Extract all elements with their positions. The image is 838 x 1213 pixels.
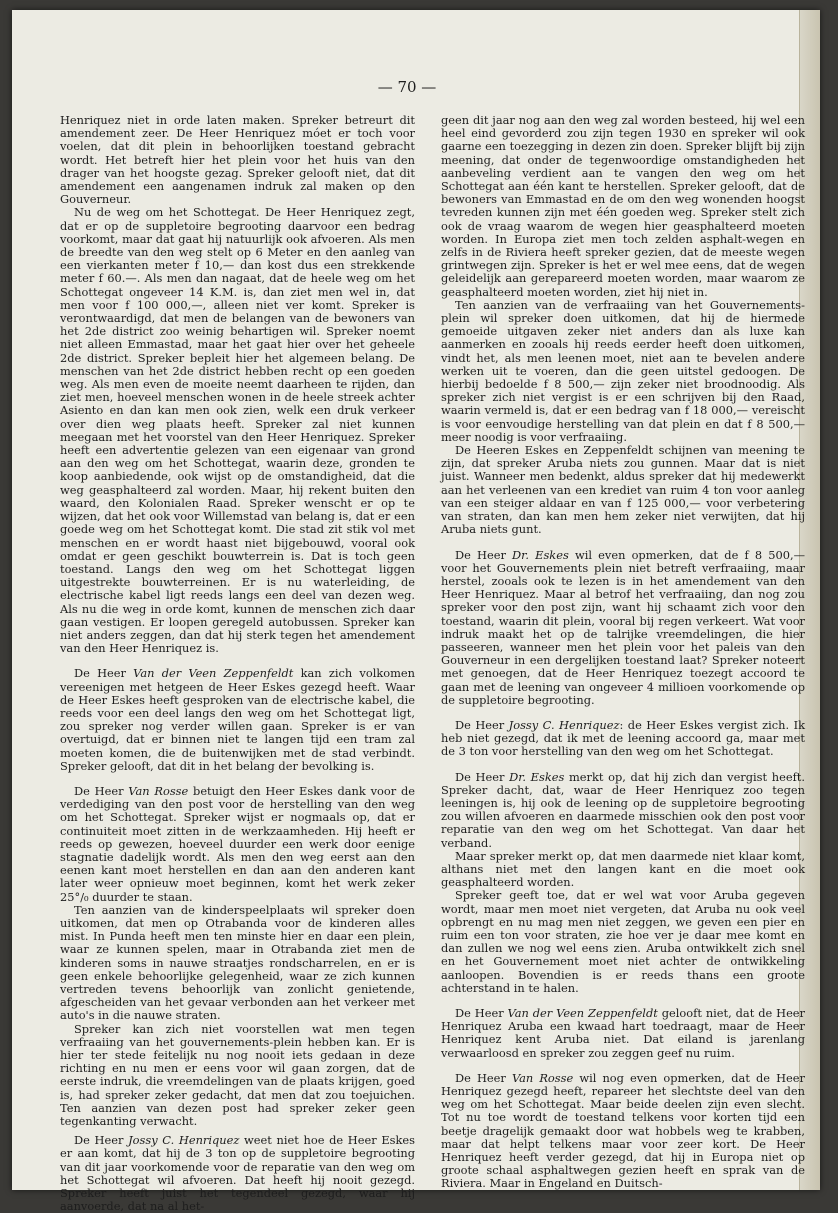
speech-text: weet niet hoe de Heer Eskes er aan komt, dat hij de 3 ton op de suppletoire begrooting van dit jaar voorkomende voor de reparatie van den weg om het Schottegat wil afvoeren. Dat heeft hij nooit gezegd. Spreker heeft juist het tegendeel gezegd, waar hij aanvoerde, dat na al het- [60,1133,415,1213]
speech-prefix: De Heer [455,769,510,784]
speech-text: : de Heer Eskes vergist zich. Ik heb niet gezegd, dat ik met de leening accoord ga, maar met de 3 ton voor herstelling van den weg om het Schottegat. [441,717,805,759]
paragraph: Nu de weg om het Schottegat. De Heer Henriquez zegt, dat er op de suppletoire begrooting daarvoor een bedrag voorkomt, maar dat gaat hij natuurlijk ook afvoeren. Als men de breedte van den weg stelt op 6 Meter en den aanleg van een vierkanten meter f 10,— dan kost dus een strekkende meter f 60.—. Als men dan nagaat, dat de heele weg om het Schottegat ongeveer 14 K.M. is, dan ziet men wel in, dat men voor f 100 000,—, alleen niet ver komt. Spreker is verontwaardigd, dat men de belangen van de bewoners van het 2de district zoo weinig behartigen wil. Spreker noemt niet alleen Emmastad, maar het gaat hier over het geheele 2de district. Spreker bepleit hier het algemeen belang. De menschen van het 2de district hebben recht op een goeden weg. Als men even de moeite neemt daarheen te rijden, dan ziet men, hoeveel menschen wonen in de heele streek achter Asiento en dan kan men ook zien, welk een druk verkeer over dien weg plaats heeft. Spreker zal niet kunnen meegaan met het voorstel van den Heer Henriquez. Spreker heeft een advertentie gelezen van een eigenaar van grond aan den weg om het Schottegat, waarin deze, gronden te koop aanbiedende, ook wijst op de omstandigheid, dat die weg geasphalteerd zal worden. Maar, hij rekent buiten den waard, den Kolonialen Raad. Spreker wenscht er op te wijzen, dat het ook voor Willemstad van belang is, dat er een goede weg om het Schottegat komt. Die stad zit stik vol met menschen en er wordt haast niet bijgebouwd, vooral ook omdat er geen geschikt bouwterrein is. Dat is toch geen toestand. Langs den weg om het Schottegat liggen uitgestrekte bouwterreinen. Er is nu waterleiding, de electrische kabel ligt reeds langs een deel van dezen weg. Als nu die weg in orde komt, kunnen de menschen zich daar gaan vestigen. Er loopen geregeld autobussen. Spreker kan niet anders zeggen, dan dat hij sterk tegen het amendement van den Heer Henriquez is. [60,205,415,656]
speaker-name: Jossy C. Henriquez [128,1133,240,1148]
paragraph: Ten aanzien van de kinderspeelplaats wil spreker doen uitkomen, dat men op Otrabanda voor de kinderen alles mist. In Punda heeft men ten minste hier en daar een plein, waar ze kunnen spelen, maar in Otrabanda ziet men de kinderen soms in nauwe straatjes rondscharrelen, en er is geen enkele behoorlijke gelegenheid, waar ze zich kunnen vertreden tevens behoorlijk van zonlicht genietende, afgescheiden van het gevaar verbonden aan het verkeer met auto's in die nauwe straten. [60,902,415,1023]
speech-paragraph [441,1072,805,1191]
speaker-name: Van Rosse [511,1070,574,1085]
speaker-name: Dr. Eskes [512,547,569,562]
speech-paragraph [60,1134,415,1213]
paragraph: Maar spreker merkt op, dat men daarmede niet klaar komt, althans niet met den langen kant en die moet ook geasphalteerd worden. [441,848,805,890]
right-column [441,114,805,1191]
speech-prefix: De Heer [455,717,509,732]
speaker-name: Van der Veen Zeppenfeldt [507,1006,658,1020]
speech-prefix: De Heer [455,547,513,562]
speech-text: wil even opmerken, dat de f 8 500,— voor het Gouvernements plein niet betreft verfraaiing, maar herstel, zooals ook te lezen is in het amendement van den Heer Henriquez. Maar al betrof het verfraaiing, dan nog zou spreker voor den post zijn, want hij schaamt zich voor den toestand, waarin dit plein, vooral bij regen verkeert. Wat voor indruk maakt het op de talrijke vreemdelingen, die hier passeeren, wanneer men het plein voor het paleis van den Gouverneur in een dergelijken toestand laat? Spreker noteert met genoegen, dat de Heer Henriquez toezegt accoord te gaan met de leening van ongeveer 4 millioen voorkomende op de suppletoire begrooting. [441,547,805,707]
paragraph: De Heeren Eskes en Zeppenfeldt schijnen van meening te zijn, dat spreker Aruba niets zou gunnen. Maar dat is niet juist. Wanneer men bedenkt, aldus spreker dat hij medewerkt aan het verleenen van een krediet van ruim 4 ton voor aanleg van een steiger aldaar en van f 125 000,— voor verbetering van straten, dan kan men hem zeker niet verwijten, dat hij Aruba niets gunt. [441,443,805,537]
speech-prefix: De Heer [74,783,129,798]
paragraph: Henriquez niet in orde laten maken. Spreker betreurt dit amendement zeer. De Heer Henriquez móet er toch voor voelen, dat dit plein in behoorlijken toestand gebracht wordt. Het betreft hier het plein voor het huis van den drager van het hoogste gezag. Spreker gelooft niet, dat dit amendement een aangenamen indruk zal maken op den Gouverneur. [60,113,415,207]
speaker-name: Van Rosse [128,783,189,798]
paragraph: Spreker kan zich niet voorstellen wat men tegen verfraaiing van het gouvernements-plein hebben kan. Er is hier ter stede feitelijk nu nog nooit iets gedaan in deze richting en nu men er eens voor wil gaan zorgen, dat de eerste indruk, die vreemdelingen van de plaats krijgen, goed is, had spreker zeker gedacht, dat men dat zou toejuichen. Ten aanzien van dezen post had spreker zeker geen tegenkanting verwacht. [60,1021,415,1129]
speaker-name: Dr. Eskes [509,769,565,784]
paragraph: geen dit jaar nog aan den weg zal worden besteed, hij wel een heel eind gevorderd zou zijn tegen 1930 en spreker wil ook gaarne een toezegging in dezen zin doen. Spreker blijft bij zijn meening, dat onder de tegenwoordige omstandigheden het aanbeveling verdient aan te vangen den weg om het Schottegat aan één kant te herstellen. Spreker gelooft, dat de bewoners van Emmastad en de om den weg wonenden hoogst tevreden kunnen zijn met één goeden weg. Spreker stelt zich ook de vraag waarom de wegen hier geasphalteerd moeten worden. In Europa ziet men toch zelden asphalt-wegen en zelfs in de Riviera heeft spreker gezien, dat de meeste wegen grintwegen zijn. Spreker is het er wel mee eens, dat de wegen geleidelijk aan gerepareerd moeten worden, maar waarom ze geasphalteerd moeten worden, ziet hij niet in. [441,113,805,299]
speaker-name: Van der Veen Zeppenfeldt [133,666,294,681]
speech-text: gelooft niet, dat de Heer Henriquez Aruba een kwaad hart toedraagt, maar de Heer Henriquez kent Aruba niet. Dat eiland is jarenlang verwaarloosd en spreker zou zeggen geef nu ruim. [441,1006,805,1060]
speech-prefix: De Heer [74,666,134,681]
speech-paragraph [441,771,805,850]
speech-paragraph [441,1007,805,1060]
speech-paragraph [60,785,415,904]
document-page [12,10,820,1213]
speech-text: betuigt den Heer Eskes dank voor de verdediging van den post voor de herstelling van den weg om het Schottegat. Spreker wijst er nogmaals op, dat er continuiteit moet zitten in de werkzaamheden. Hij heeft er reeds op gewezen, hoeveel duurder een werk door eenige stagnatie dadelijk wordt. Als men den weg eerst aan den eenen kant moet herstellen en dan aan den anderen kant later weer opnieuw moet beginnen, komt het werk zeker 25°/₀ duurder te staan. [60,783,415,904]
speaker-name: Jossy C. Henriquez [508,717,620,732]
speech-paragraph [441,719,805,759]
paragraph: Spreker geeft toe, dat er wel wat voor Aruba gegeven wordt, maar men moet niet vergeten, dat Aruba nu ook veel opbrengt en nu mag men niet zeggen, we geven een pier en ruim een ton voor straten, zie hoe ver je daar mee komt en dan zullen we nog wel eens zien. Aruba ontwikkelt zich snel en het Gouvernement moet niet achter de ontwikkeling aanloopen. Bovendien is er reeds thans een groote achterstand in te halen. [441,888,805,995]
speech-text: kan zich volkomen vereenigen met hetgeen de Heer Eskes gezegd heeft. Waar de Heer Eskes heeft gesproken van de electrische kabel, die reeds voor een deel langs den weg om het Schottegat ligt, zou spreker nog verder willen gaan. Spreker is er van overtuigd, dat er binnen niet te langen tijd een tram zal moeten komen, die de buitenwijken met de stad verbindt. Spreker gelooft, dat dit in het belang der bevolking is. [60,666,415,773]
left-column [60,114,415,1213]
paragraph: Ten aanzien van de verfraaiing van het Gouvernements-plein wil spreker doen uitkomen, dat hij de hiermede gemoeide uitgaven zeker niet anders dan als luxe kan aanmerken en zooals hij reeds eerder heeft doen uitkomen, vindt het, als men leenen moet, niet aan te bevelen andere werken uit te voeren, dan die geen uitstel gedoogen. De hierbij bedoelde f 8 500,— zijn zeker niet broodnoodig. Als spreker zich niet vergist is er een schrijven bij den Raad, waarin vermeld is, dat er een bedrag van f 18 000,— vereischt is voor eenvoudige herstelling van dat plein en dat f 8 500,— meer noodig is voor verfraaiing. [441,297,805,444]
speech-prefix: De Heer [74,1133,129,1148]
speech-prefix: De Heer [455,1070,512,1085]
speech-paragraph [441,549,805,707]
speech-paragraph [60,667,415,773]
speech-text: wil nog even opmerken, dat de Heer Henriquez gezegd heeft, repareer het slechtste deel van den weg om het Schottegat. Maar beide deelen zijn even slecht. Tot nu toe wordt de toestand telkens voor korten tijd een beetje dragelijk gemaakt door wat hobbels weg te krabben, maar dat helpt telkens maar voor zeer kort. De Heer Henriquez heeft verder gezegd, dat hij in Europa niet op groote schaal asphaltwegen gezien heeft en sprak van de Riviera. Maar in Engeland en Duitsch- [441,1070,805,1191]
page-number: — 70 — [377,78,437,96]
speech-text: merkt op, dat hij zich dan vergist heeft. Spreker dacht, dat, waar de Heer Henriquez zoo tegen leeningen is, hij ook de leening op de suppletoire begrooting zou willen afvoeren en daarmede misschien ook den post voor reparatie van den weg om het Schottegat. Van daar het verband. [441,769,805,850]
speech-prefix: De Heer [455,1006,508,1020]
